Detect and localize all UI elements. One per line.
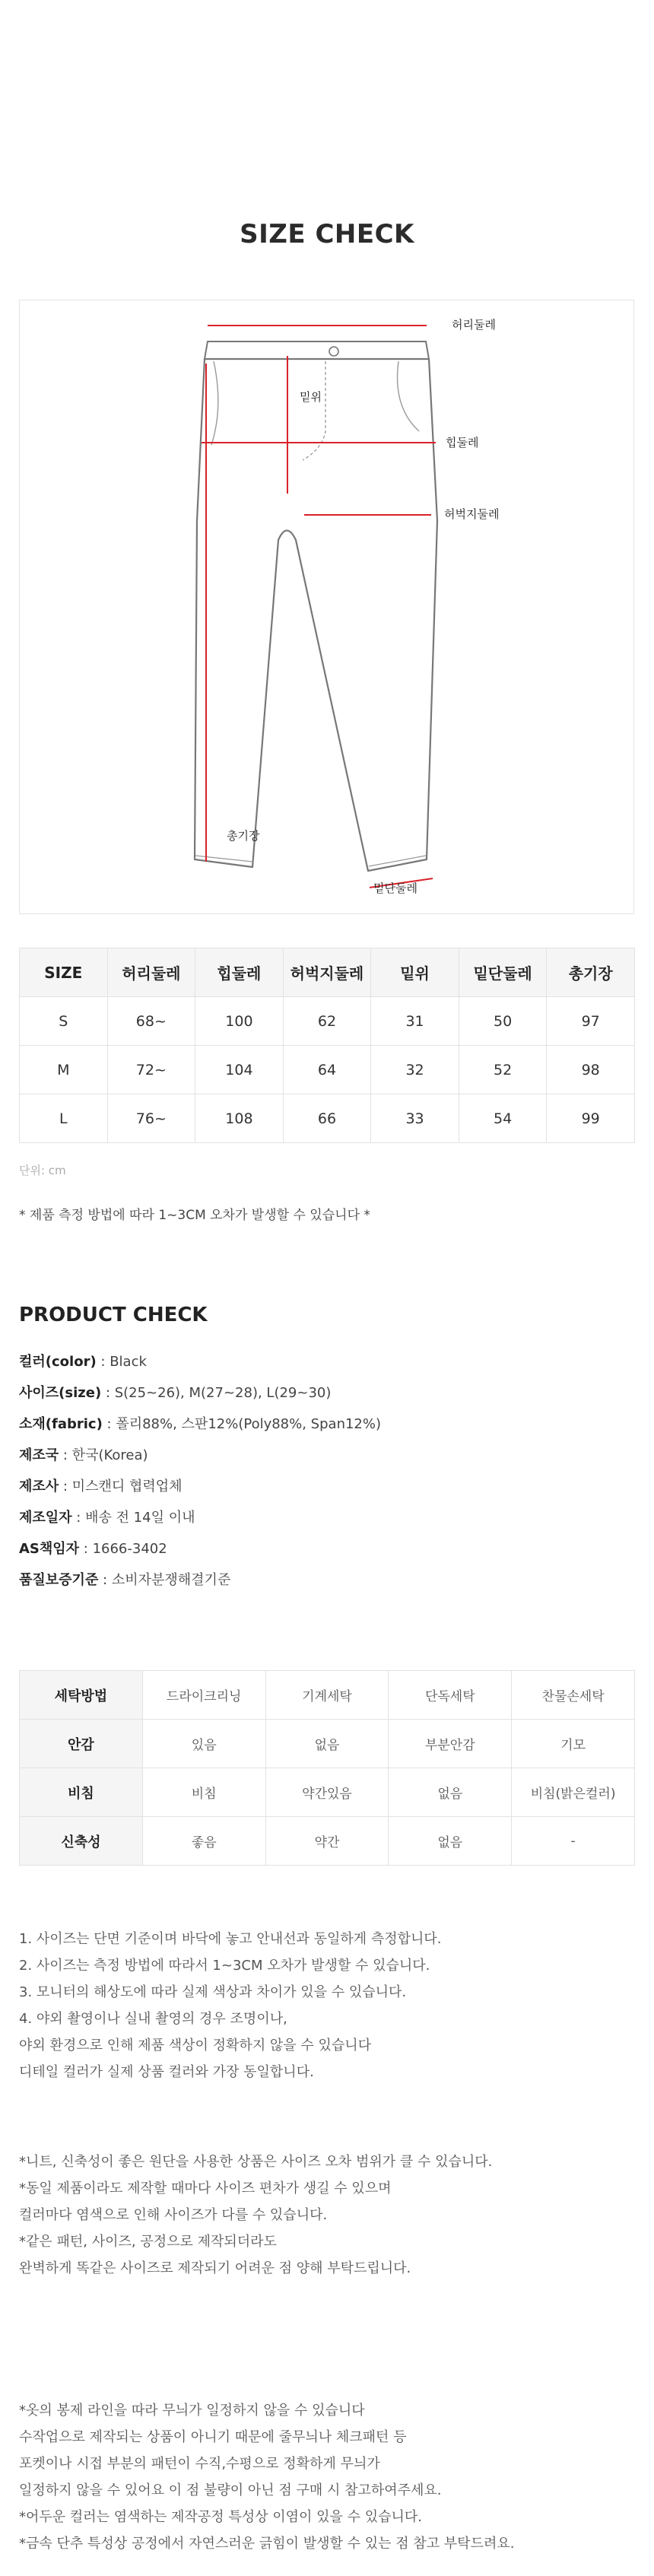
header-cell: SIZE (20, 948, 108, 997)
table-cell: 약간있음 (265, 1768, 389, 1817)
care-row-lining (20, 1720, 635, 1768)
product-info-item (19, 1351, 381, 1382)
table-cell: 62 (283, 997, 371, 1046)
note-line: 수작업으로 제작되는 상품이 아니기 때문에 줄무늬나 체크패턴 등 (19, 2429, 407, 2445)
note-line: 디테일 컬러가 실제 상품 컬러와 가장 동일합니다. (19, 2064, 314, 2080)
note-line: 3. 모니터의 해상도에 따라 실제 색상과 차이가 있을 수 있습니다. (19, 1984, 407, 2000)
table-cell: 31 (371, 997, 459, 1046)
notes-variation (19, 2149, 492, 2282)
info-label: 소재(fabric) (19, 1416, 103, 1432)
product-info-item (19, 1507, 381, 1538)
note-line: *니트, 신축성이 좋은 원단을 사용한 상품은 사이즈 오차 범위가 클 수 있습니다. (19, 2154, 493, 2170)
table-cell: L (20, 1094, 108, 1143)
info-value: : 배송 전 14일 이내 (71, 1510, 195, 1526)
table-cell: M (20, 1046, 108, 1094)
table-cell: 드라이크리닝 (142, 1671, 265, 1720)
table-cell: 없음 (389, 1817, 512, 1866)
note-line: *옷의 봉제 라인을 따라 무늬가 일정하지 않을 수 있습니다 (19, 2403, 365, 2419)
info-value: : 1666-3402 (79, 1541, 167, 1557)
table-cell: 108 (195, 1094, 284, 1143)
table-cell: 찬물손세탁 (512, 1671, 635, 1720)
size-table-header (20, 948, 635, 997)
header-cell: 밑위 (371, 948, 459, 997)
table-cell: 없음 (389, 1768, 512, 1817)
size-diagram (19, 300, 634, 914)
label-hip: 힙둘레 (446, 436, 479, 449)
table-cell: 52 (459, 1046, 547, 1094)
row-header: 신축성 (20, 1817, 143, 1866)
header-cell: 허리둘레 (107, 948, 195, 997)
label-length: 총기장 (227, 829, 260, 843)
table-cell: 100 (195, 997, 284, 1046)
note-line: *어두운 컬러는 염색하는 제작공정 특성상 이염이 있을 수 있습니다. (19, 2509, 422, 2525)
header-cell: 총기장 (547, 948, 635, 997)
info-label: 제조국 (19, 1447, 59, 1463)
note-line: 완벽하게 똑같은 사이즈로 제작되기 어려운 점 양해 부탁드립니다. (19, 2260, 411, 2276)
notes-size-guide (19, 1926, 442, 2085)
size-check-title: SIZE CHECK (240, 219, 414, 249)
table-cell: 68~ (107, 997, 195, 1046)
product-info-item (19, 1444, 381, 1475)
note-line: 1. 사이즈는 단면 기준이며 바닥에 놓고 안내선과 동일하게 측정합니다. (19, 1931, 442, 1947)
note-line: *동일 제품이라도 제작할 때마다 사이즈 편차가 생길 수 있으며 (19, 2181, 392, 2196)
table-cell: 기모 (512, 1720, 635, 1768)
note-line: 컬러마다 염색으로 인해 사이즈가 다를 수 있습니다. (19, 2207, 328, 2223)
table-cell: 99 (547, 1094, 635, 1143)
info-label: 컬러(color) (19, 1354, 97, 1370)
product-info-item (19, 1569, 381, 1600)
info-label: 제조사 (19, 1479, 59, 1494)
info-label: AS책임자 (19, 1541, 80, 1557)
table-cell: 부분안감 (389, 1720, 512, 1768)
info-value: : 한국(Korea) (59, 1447, 148, 1463)
info-label: 품질보증기준 (19, 1572, 99, 1588)
row-header: 세탁방법 (20, 1671, 143, 1720)
row-header: 안감 (20, 1720, 143, 1768)
table-cell: 76~ (107, 1094, 195, 1143)
pants-illustration (20, 300, 635, 915)
label-waist: 허리둘레 (452, 318, 496, 332)
table-cell: - (512, 1817, 635, 1866)
note-line: 야외 환경으로 인해 제품 색상이 정확하지 않을 수 있습니다 (19, 2038, 372, 2053)
info-value: : 미스캔디 협력업체 (59, 1479, 183, 1494)
care-table (19, 1670, 635, 1866)
header-cell: 힙둘레 (195, 948, 284, 997)
header-cell: 밑단둘레 (459, 948, 547, 997)
table-cell: 97 (547, 997, 635, 1046)
table-cell: 104 (195, 1046, 284, 1094)
label-thigh: 허벅지둘레 (444, 507, 500, 521)
table-cell: 있음 (142, 1720, 265, 1768)
care-row-wash (20, 1671, 635, 1720)
table-cell: 약간 (265, 1817, 389, 1866)
table-cell: 98 (547, 1046, 635, 1094)
table-cell: 비침 (142, 1768, 265, 1817)
product-info-list (19, 1351, 381, 1600)
note-line: 일정하지 않을 수 있어요 이 점 불량이 아닌 점 구매 시 참고하여주세요. (19, 2482, 442, 2498)
table-row (20, 1094, 635, 1143)
note-line: 2. 사이즈는 측정 방법에 따라서 1~3CM 오차가 발생할 수 있습니다. (19, 1958, 430, 1974)
notes-pattern (19, 2397, 514, 2557)
info-value: : 폴리88%, 스판12%(Poly88%, Span12%) (102, 1416, 382, 1432)
table-cell: 좋음 (142, 1817, 265, 1866)
info-value: : S(25~26), M(27~28), L(29~30) (101, 1385, 332, 1401)
table-cell: 33 (371, 1094, 459, 1143)
product-info-item (19, 1538, 381, 1569)
table-cell: S (20, 997, 108, 1046)
table-cell: 72~ (107, 1046, 195, 1094)
table-cell: 50 (459, 997, 547, 1046)
note-line: *같은 패턴, 사이즈, 공정으로 제작되더라도 (19, 2234, 277, 2250)
info-label: 사이즈(size) (19, 1385, 102, 1401)
info-value: : 소비자분쟁해결기준 (98, 1572, 231, 1588)
table-cell: 32 (371, 1046, 459, 1094)
measurement-note: * 제품 측정 방법에 따라 1~3CM 오차가 발생할 수 있습니다 * (19, 1208, 370, 1223)
note-line: 포켓이나 시접 부분의 패턴이 수직,수평으로 정확하게 무늬가 (19, 2456, 380, 2472)
product-info-item (19, 1475, 381, 1507)
note-line: 4. 야외 촬영이나 실내 촬영의 경우 조명이나, (19, 2011, 287, 2027)
label-hem: 밑단둘레 (373, 881, 417, 895)
label-rise: 밑위 (300, 390, 322, 404)
row-header: 비침 (20, 1768, 143, 1817)
table-row (20, 997, 635, 1046)
note-line: *금속 단추 특성상 공정에서 자연스러운 긁힘이 발생할 수 있는 점 참고 부탁드려요. (19, 2536, 515, 2552)
table-cell: 비침(밝은컬러) (512, 1768, 635, 1817)
product-info-item (19, 1382, 381, 1413)
table-cell: 54 (459, 1094, 547, 1143)
table-cell: 64 (283, 1046, 371, 1094)
product-check-title: PRODUCT CHECK (19, 1304, 208, 1326)
table-cell: 없음 (265, 1720, 389, 1768)
table-cell: 단독세탁 (389, 1671, 512, 1720)
header-cell: 허벅지둘레 (283, 948, 371, 997)
product-info-item (19, 1413, 381, 1444)
table-cell: 66 (283, 1094, 371, 1143)
table-cell: 기계세탁 (265, 1671, 389, 1720)
care-row-sheer (20, 1768, 635, 1817)
info-label: 제조일자 (19, 1510, 72, 1526)
unit-label: 단위: cm (19, 1164, 66, 1177)
info-value: : Black (96, 1354, 147, 1370)
care-row-stretch (20, 1817, 635, 1866)
size-table (19, 948, 635, 1143)
table-row (20, 1046, 635, 1094)
